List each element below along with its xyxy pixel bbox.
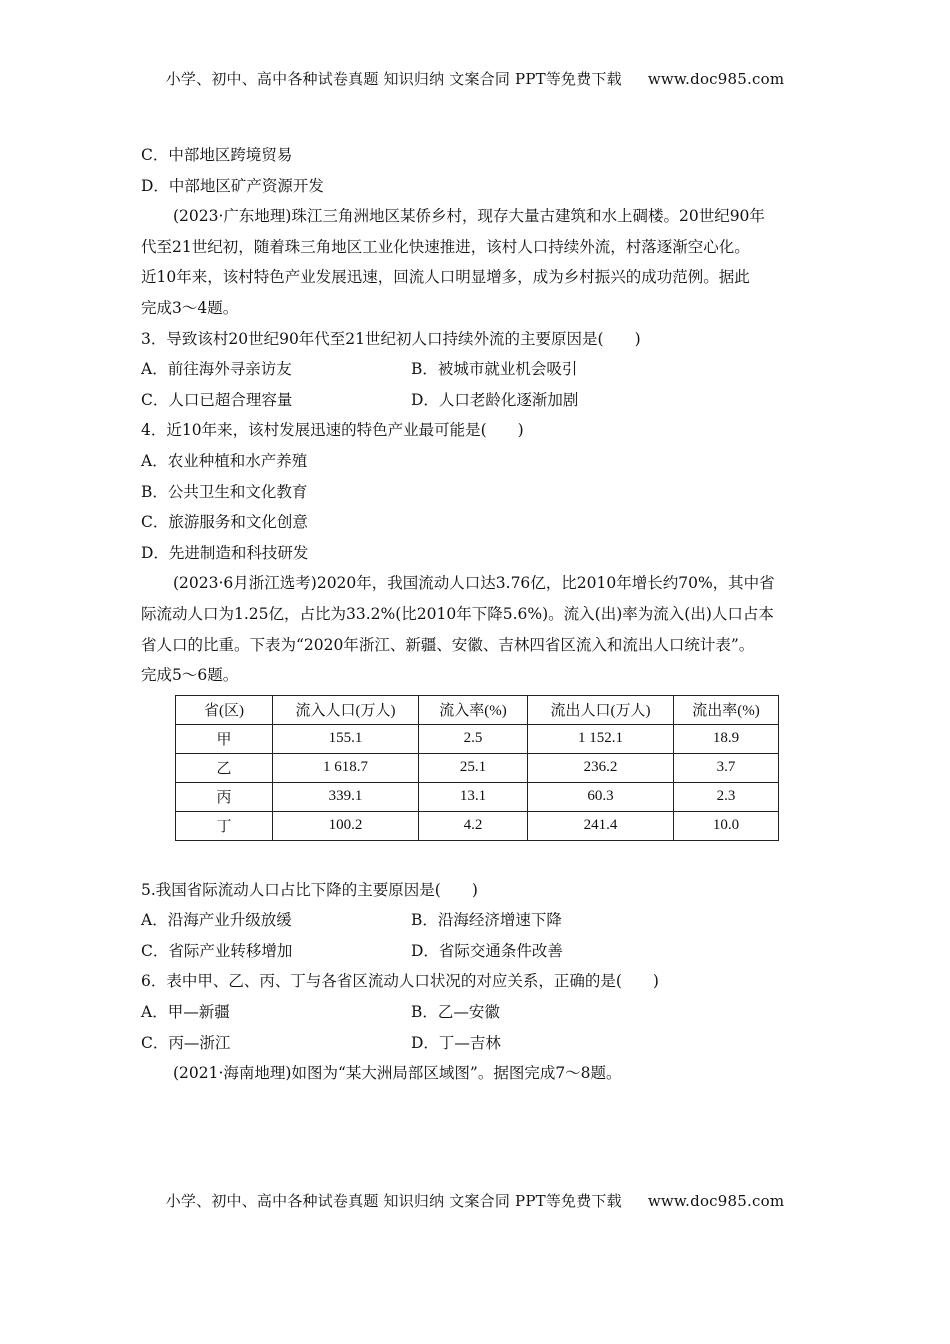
footer-text: 小学、初中、高中各种试卷真题 知识归纳 文案合同 PPT等免费下载 bbox=[165, 1192, 622, 1210]
table-header: 流出率(%) bbox=[674, 695, 779, 724]
table-row bbox=[176, 753, 779, 782]
table-header: 流入率(%) bbox=[419, 695, 528, 724]
option-d: D．先进制造和科技研发 bbox=[141, 543, 309, 562]
question-3 bbox=[141, 324, 831, 416]
option-a: A．前往海外寻亲访友 bbox=[141, 360, 292, 379]
header-site-link[interactable]: www.doc985.com bbox=[647, 70, 785, 88]
option-a: A．农业种植和水产养殖 bbox=[141, 451, 308, 470]
question-stem: 5.我国省际流动人口占比下降的主要原因是( ) bbox=[141, 880, 478, 899]
table-cell: 丙 bbox=[176, 782, 273, 811]
passage-line: 完成3～4题。 bbox=[141, 298, 239, 317]
passage-line: (2023·广东地理)珠江三角洲地区某侨乡村，现存大量古建筑和水上碉楼。20世纪90年 bbox=[173, 207, 765, 226]
table-cell: 155.1 bbox=[273, 724, 419, 753]
question-4 bbox=[141, 415, 831, 568]
page-header bbox=[0, 68, 950, 89]
table-row bbox=[176, 782, 779, 811]
passage-7-8: (2021·海南地理)如图为“某大洲局部区域图”。据图完成7～8题。 bbox=[173, 1064, 622, 1083]
option-b: B．被城市就业机会吸引 bbox=[411, 360, 578, 379]
table-cell: 1 618.7 bbox=[273, 753, 419, 782]
option-d: D．人口老龄化逐渐加剧 bbox=[411, 390, 579, 409]
table-header: 省(区) bbox=[176, 695, 273, 724]
passage-line: 代至21世纪初，随着珠三角地区工业化快速推进，该村人口持续外流，村落逐渐空心化。 bbox=[141, 237, 750, 256]
table-row bbox=[176, 811, 779, 840]
question-6 bbox=[141, 966, 831, 1058]
option-b: B．沿海经济增速下降 bbox=[411, 911, 562, 930]
table-cell: 丁 bbox=[176, 811, 273, 840]
passage-line: 近10年来，该村特色产业发展迅速，回流人口明显增多，成为乡村振兴的成功范例。据此 bbox=[141, 268, 750, 287]
table-cell: 18.9 bbox=[674, 724, 779, 753]
passage-line: 省人口的比重。下表为“2020年浙江、新疆、安徽、吉林四省区流入和流出人口统计表”。 bbox=[141, 635, 755, 654]
table-cell: 1 152.1 bbox=[528, 724, 674, 753]
table-cell: 2.3 bbox=[674, 782, 779, 811]
document-body bbox=[141, 140, 831, 1089]
option-a: A．甲—新疆 bbox=[141, 1003, 230, 1022]
option-c: C．人口已超合理容量 bbox=[141, 390, 293, 409]
prev-option-d: D．中部地区矿产资源开发 bbox=[141, 176, 324, 195]
table-cell: 241.4 bbox=[528, 811, 674, 840]
option-d: D．丁—吉林 bbox=[411, 1033, 501, 1052]
table-cell: 236.2 bbox=[528, 753, 674, 782]
header-text: 小学、初中、高中各种试卷真题 知识归纳 文案合同 PPT等免费下载 bbox=[165, 70, 622, 88]
table-cell: 4.2 bbox=[419, 811, 528, 840]
table-cell: 10.0 bbox=[674, 811, 779, 840]
footer-site-link[interactable]: www.doc985.com bbox=[647, 1192, 785, 1210]
passage-line: 际流动人口为1.25亿，占比为33.2%(比2010年下降5.6%)。流入(出)率为流入(出)人口占本 bbox=[141, 604, 774, 623]
question-5 bbox=[141, 875, 831, 967]
question-stem: 6．表中甲、乙、丙、丁与各省区流动人口状况的对应关系，正确的是( ) bbox=[141, 972, 659, 991]
passage-line: 完成5～6题。 bbox=[141, 666, 239, 685]
table-cell: 甲 bbox=[176, 724, 273, 753]
table-row bbox=[176, 724, 779, 753]
table-cell: 339.1 bbox=[273, 782, 419, 811]
option-a: A．沿海产业升级放缓 bbox=[141, 911, 292, 930]
question-stem: 3．导致该村20世纪90年代至21世纪初人口持续外流的主要原因是( ) bbox=[141, 329, 641, 348]
population-table bbox=[175, 695, 779, 841]
option-c: C．丙—浙江 bbox=[141, 1033, 231, 1052]
option-b: B．公共卫生和文化教育 bbox=[141, 482, 308, 501]
table-cell: 25.1 bbox=[419, 753, 528, 782]
option-b: B．乙—安徽 bbox=[411, 1003, 500, 1022]
table-header-row bbox=[176, 695, 779, 724]
passage-line: (2023·6月浙江选考)2020年，我国流动人口达3.76亿，比2010年增长约70%，其中省 bbox=[173, 574, 775, 593]
passage-5-6 bbox=[141, 568, 831, 690]
passage-3-4 bbox=[141, 201, 831, 323]
table-cell: 13.1 bbox=[419, 782, 528, 811]
prev-option-c: C．中部地区跨境贸易 bbox=[141, 146, 293, 164]
table-cell: 60.3 bbox=[528, 782, 674, 811]
table-cell: 3.7 bbox=[674, 753, 779, 782]
option-c: C．省际产业转移增加 bbox=[141, 941, 293, 960]
table-header: 流入人口(万人) bbox=[273, 695, 419, 724]
option-c: C．旅游服务和文化创意 bbox=[141, 513, 308, 532]
question-stem: 4．近10年来，该村发展迅速的特色产业最可能是( ) bbox=[141, 421, 524, 440]
table-header: 流出人口(万人) bbox=[528, 695, 674, 724]
option-d: D．省际交通条件改善 bbox=[411, 941, 563, 960]
table-cell: 100.2 bbox=[273, 811, 419, 840]
table-cell: 乙 bbox=[176, 753, 273, 782]
page-footer bbox=[0, 1190, 950, 1211]
table-cell: 2.5 bbox=[419, 724, 528, 753]
